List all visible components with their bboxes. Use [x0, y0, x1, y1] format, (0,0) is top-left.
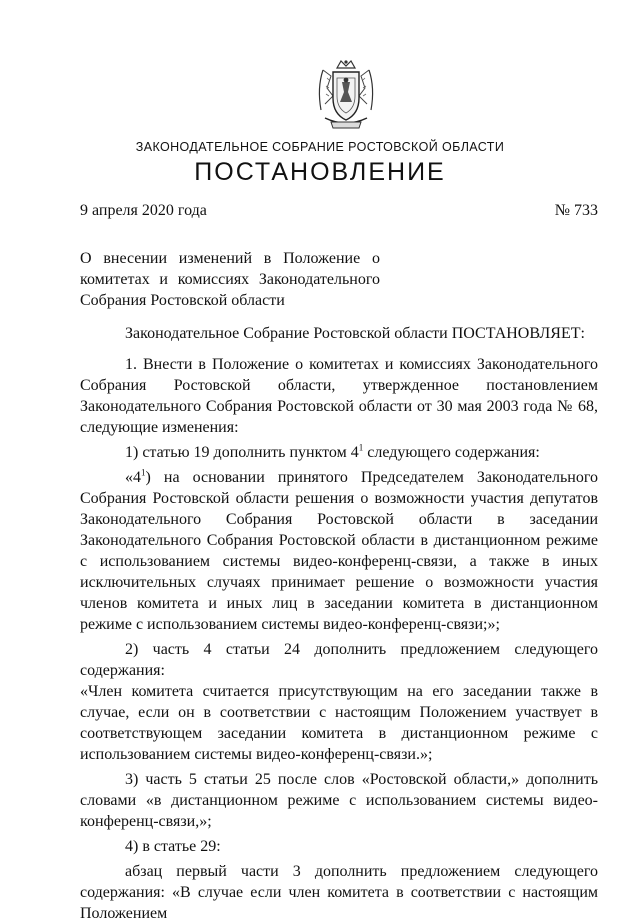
subitem-4-text: абзац первый части 3 дополнить предложением следующего содержания: «В случае если член комитета в соответствии с настоящим Положением [80, 863, 598, 922]
document-type-title: ПОСТАНОВЛЕНИЕ [194, 158, 446, 186]
subitem-1-superscript: 1 [358, 442, 364, 453]
document-number: № 733 [554, 202, 598, 219]
subitem-1-tail: следующего содержания: [363, 444, 540, 461]
subitem-1-lead: 1) статью 19 дополнить пунктом 4 [125, 444, 359, 461]
subitem-1 [80, 442, 598, 463]
document-subject: О внесении изменений в Положение о комитетах и комиссиях Законодательного Собрания Ростовской области [80, 250, 380, 309]
quote-1-superscript: 1 [141, 467, 146, 478]
quote-1 [80, 467, 598, 635]
item-1: 1. Внести в Положение о комитетах и комиссиях Законодательного Собрания Ростовской области, утвержденное постановлением Законодательного Собрания Ростовской области от 30 мая 2003 года № 68, следующие изменения: [80, 356, 598, 436]
organization-name: ЗАКОНОДАТЕЛЬНОЕ СОБРАНИЕ РОСТОВСКОЙ ОБЛАСТИ [135, 140, 505, 154]
document-date: 9 апреля 2020 года [80, 202, 207, 219]
quote-2: «Член комитета считается присутствующим на его заседании также в случае, если он в соответствии с настоящим Положением участвует в соответствующем заседании комитета в дистанционном режиме с использованием системы видео-конференц-связи.»; [80, 683, 598, 763]
subitem-4: 4) в статье 29: [125, 838, 221, 855]
coat-of-arms-icon [313, 58, 379, 130]
subitem-3: 3) часть 5 статьи 25 после слов «Ростовской области,» дополнить словами «в дистанционном режиме с использованием системы видео-конференц-связи,»; [80, 771, 598, 830]
document-body [80, 323, 598, 924]
subitem-2: 2) часть 4 статьи 24 дополнить предложением следующего содержания: [80, 641, 598, 679]
quote-1-text: ) на основании принятого Председателем Законодательного Собрания Ростовской области решения о возможности участия депутатов Законодательного Собрания Ростовской области в заседании Законодательного Собрания Ростовской области в дистанционном режиме с использованием системы видео-конференц-связи, а также в иных исключительных случаях принимает решение о возможности участия членов комитета и иных лиц в заседании комитета в дистанционном режиме с использованием системы видео-конференц-связи;»; [80, 469, 598, 633]
quote-1-open: «4 [125, 469, 141, 486]
preamble: Законодательное Собрание Ростовской области ПОСТАНОВЛЯЕТ: [125, 325, 585, 342]
